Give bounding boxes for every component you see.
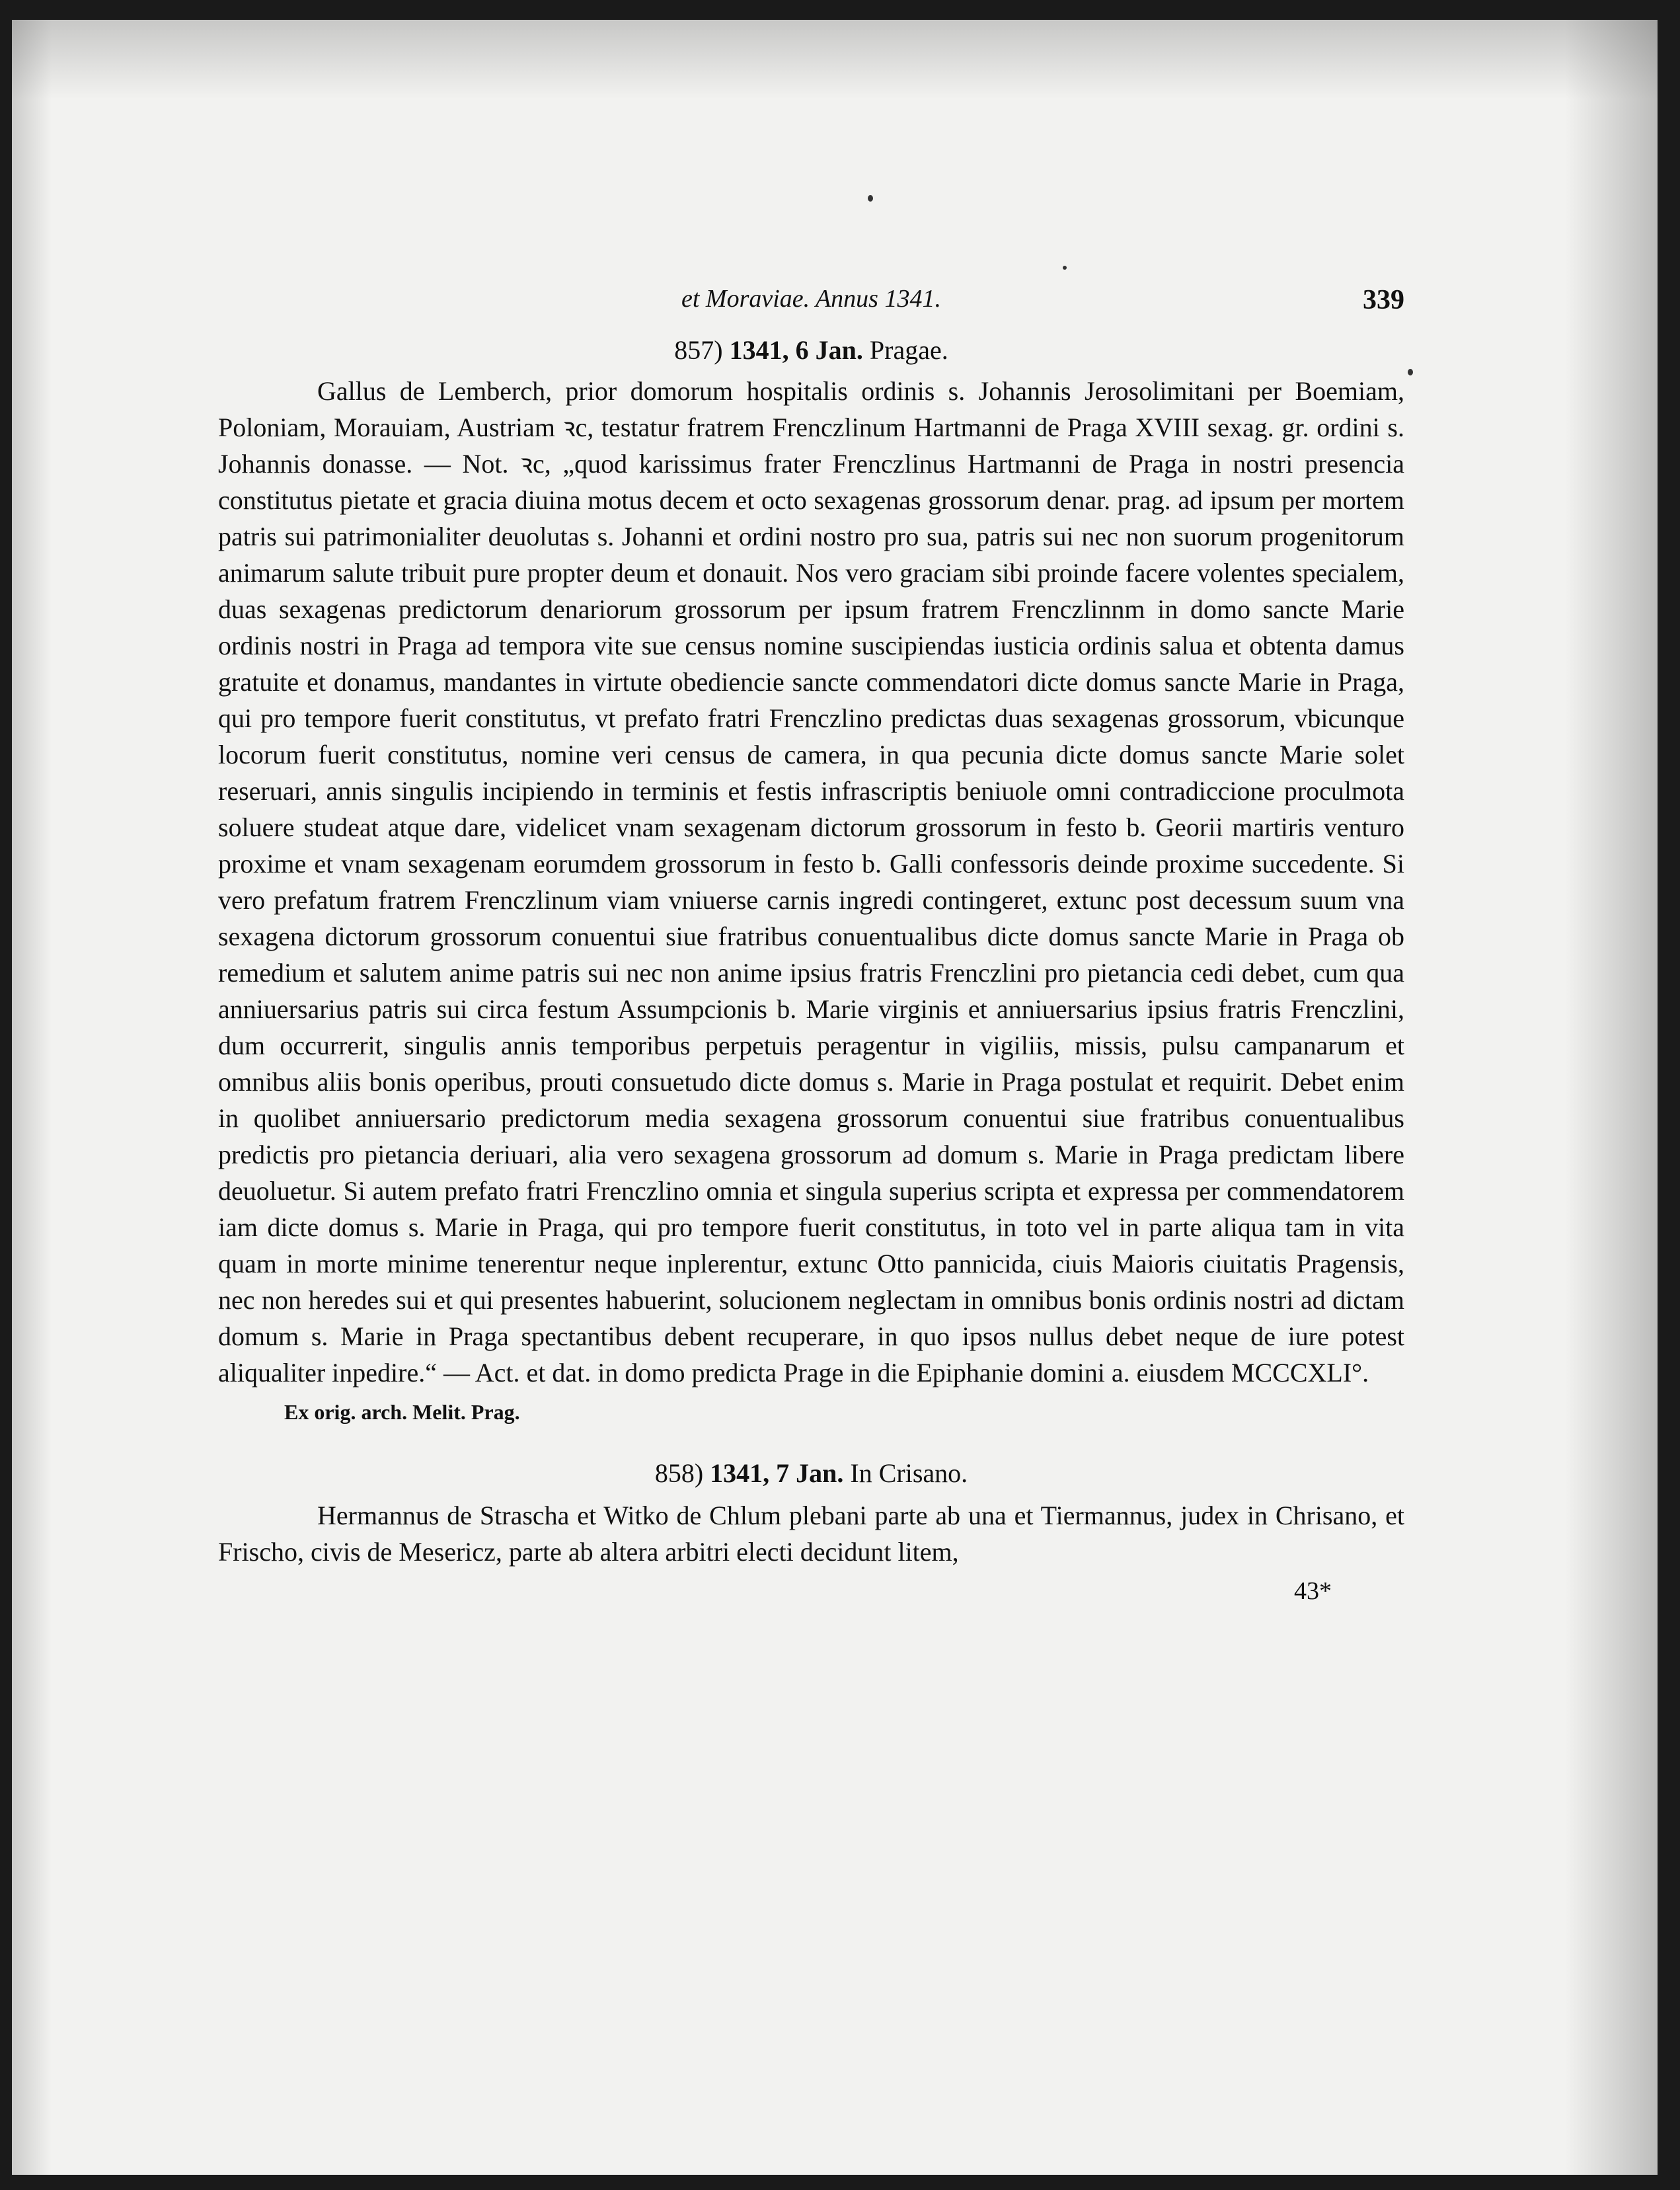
dust-speck xyxy=(1408,369,1413,375)
dust-speck xyxy=(1063,266,1067,270)
scan-shadow-top xyxy=(12,20,1658,99)
text-block xyxy=(218,284,1404,1606)
entry-body: Hermannus de Strascha et Witko de Chlum plebani parte ab una et Tiermannus, judex in Chrisano, et Frischo, civis de Mesericz, parte ab altera arbitri electi decidunt litem, xyxy=(218,1501,1404,1567)
running-title: et Moraviae. Annus 1341. xyxy=(681,285,941,313)
entry-date: 1341, 7 Jan. xyxy=(710,1458,844,1488)
signature-mark: 43* xyxy=(1294,1577,1332,1605)
dust-speck xyxy=(868,195,873,202)
source-citation: Ex orig. arch. Melit. Prag. xyxy=(284,1400,520,1424)
page-number: 339 xyxy=(1363,285,1404,315)
entry-number: 857) xyxy=(674,335,723,365)
entry-place: Pragae. xyxy=(869,335,948,365)
entry-heading xyxy=(218,332,1404,369)
scan-shadow-right xyxy=(1565,20,1658,2175)
entry-date: 1341, 6 Jan. xyxy=(729,335,863,365)
scanned-page xyxy=(12,20,1658,2175)
entry-place: In Crisano. xyxy=(850,1458,968,1488)
entry-body: Gallus de Lemberch, prior domorum hospitalis ordinis s. Johannis Jerosolimitani per Boemiam, Poloniam, Morauiam, Austriam ꝛc, testatur fratrem Frenczlinum Hartmanni de Praga XVIII sexag. gr. ordini s. Johannis donasse. — Not. ꝛc, „quod karissimus frater Frenczlinus Hartmanni de Praga in nostri presencia constitutus pietate et gracia diuina motus decem et octo sexagenas grossorum denar. prag. ad ipsum per mortem patris sui patrimonialiter deuolutas s. Johanni et ordini nostro pro sua, patris sui nec non suorum progenitorum animarum salute tribuit pure propter deum et donauit. Nos vero graciam sibi proinde facere volentes specialem, duas sexagenas predictorum denariorum grossorum per ipsum fratrem Frenczlinnm in domo sancte Marie ordinis nostri in Praga ad tempora vite sue census nomine suscipiendas iusticia ordinis salua et obtenta damus gratuite et donamus, mandantes in virtute obediencie sancte commendatori dicte domus sancte Marie in Praga, qui pro tempore fuerit constitutus, vt prefato fratri Frenczlino predictas duas sexagenas grossorum, vbicunque locorum fuerit constitutus, nomine veri census de camera, in qua pecunia dicte domus sancte Marie solet reseruari, annis singulis incipiendo in terminis et festis infrascriptis beniuole omni contradiccione proculmota soluere studeat atque dare, videlicet vnam sexagenam dictorum grossorum in festo b. Georii martiris venturo proxime et vnam sexagenam eorumdem grossorum in festo b. Galli confessoris deinde proxime succedente. Si vero prefatum fratrem Frenczlinum viam vniuerse carnis ingredi contingeret, extunc post decessum suum vna sexagena dictorum grossorum conuentui siue fratribus conuentualibus dicte domus sancte Marie in Praga ob remedium et salutem anime patris sui nec non anime ipsius fratris Frenczlini pro pietancia cedi debet, cum qua anniuersarius patris sui circa festum Assumpcionis b. Marie virginis et anniuersarius ipsius fratris Frenczlini, dum occurrerit, singulis annis temporibus perpetuis peragentur in vigiliis, missis, pulsu campanarum et omnibus aliis bonis operibus, prouti consuetudo dicte domus s. Marie in Praga postulat et requirit. Debet enim in quolibet anniuersario predictorum media sexagena grossorum conuentui siue fratribus conuentualibus predictis pro pietancia deriuari, alia vero sexagena grossorum ad domum s. Marie in Praga predictam libere deuoluetur. Si autem prefato fratri Frenczlino omnia et singula superius scripta et expressa per commendatorem iam dicte domus s. Marie in Praga, qui pro tempore fuerit constitutus, in toto vel in parte aliqua tam in vita quam in morte minime tenerentur neque inplerentur, extunc Otto pannicida, ciuis Maioris ciuitatis Pragensis, nec non heredes sui et qui presentes habuerint, solucionem neglectam in omnibus bonis ordinis nostri ad dictam domum s. Marie in Praga spectantibus debent recuperare, in quo ipsos nullus debet neque de iure potest aliqualiter inpedire.“ — Act. et dat. in domo predicta Prage in die Epiphanie domini a. eiusdem MCCCXLI°. xyxy=(218,376,1404,1388)
entry-heading xyxy=(218,1455,1404,1492)
scan-shadow-left xyxy=(12,20,52,2175)
running-head xyxy=(218,284,1404,324)
entry-number: 858) xyxy=(654,1458,704,1488)
